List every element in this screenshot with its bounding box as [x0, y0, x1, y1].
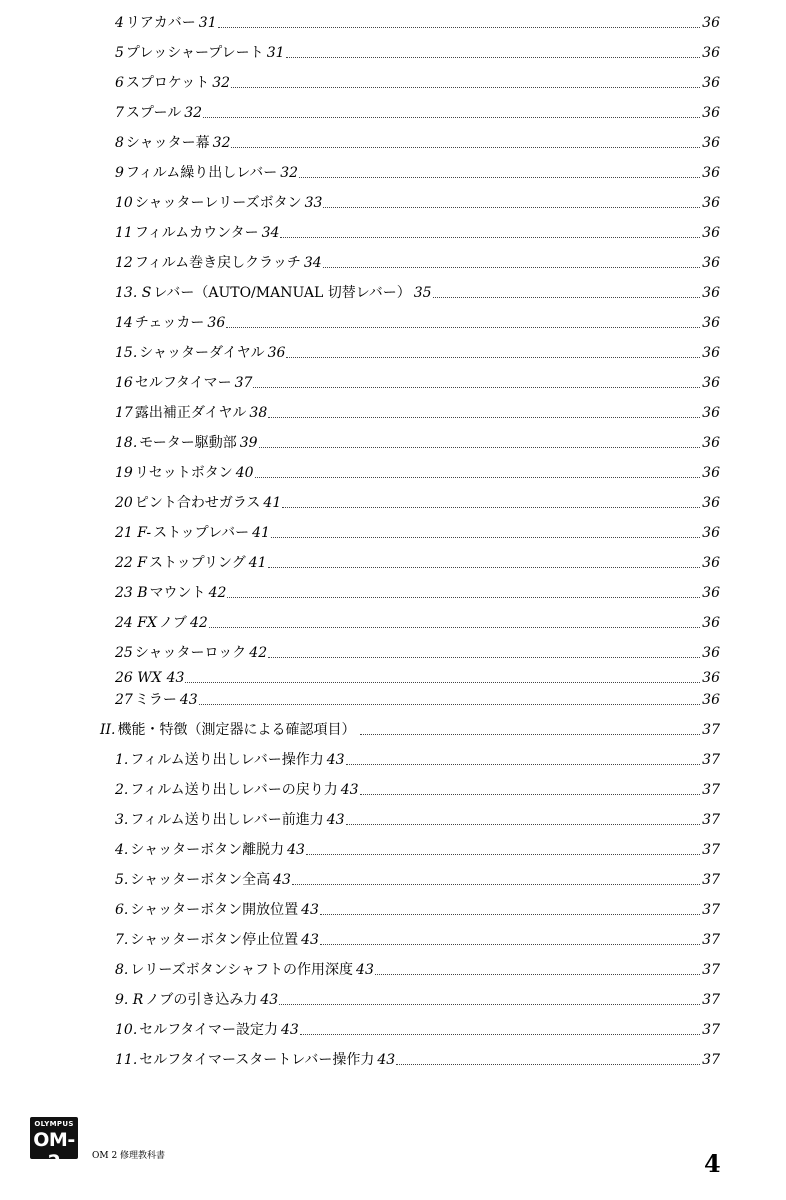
toc-entry-ref: 34: [303, 255, 322, 271]
toc-entry-label: [115, 872, 270, 888]
toc-entry-label: [115, 255, 301, 271]
toc-entry-page: 37: [702, 812, 720, 828]
toc-entry-page: 36: [702, 615, 720, 631]
toc-entry-label: [115, 992, 257, 1008]
dot-leader: [259, 447, 701, 448]
dot-leader: [268, 417, 700, 418]
toc-entry-number: 26 WX: [115, 670, 162, 686]
toc-entry-title: フィルム送り出しレバー操作力: [130, 752, 324, 768]
toc-entry-page: 36: [702, 105, 720, 121]
toc-entry-page: 36: [702, 525, 720, 541]
toc-entry-title: シャッターボタン開放位置: [130, 902, 299, 918]
toc-entry-page: 36: [702, 165, 720, 181]
toc-entry[interactable]: [0, 1046, 786, 1068]
toc-entry[interactable]: [0, 716, 786, 738]
toc-entry-number: 24 FX: [115, 615, 157, 631]
toc-entry-number: 7.: [115, 932, 129, 948]
dot-leader: [268, 657, 700, 658]
dot-leader: [360, 734, 701, 735]
toc-entry-title: レリーズボタンシャフトの作用深度: [130, 962, 354, 978]
toc-entry-label: [115, 615, 187, 631]
toc-entry-label: [115, 105, 181, 121]
toc-entry-title: シャッターボタン離脱力: [130, 842, 285, 858]
toc-entry-number: 13. S: [115, 285, 152, 301]
toc-entry[interactable]: [0, 189, 786, 211]
toc-entry-ref: 35: [413, 285, 432, 301]
toc-entry-number: 16: [115, 375, 133, 391]
toc-entry-title: ノブの引き込み力: [145, 992, 258, 1008]
toc-entry-title: ミラー: [134, 692, 177, 708]
dot-leader: [226, 327, 700, 328]
toc-entry-label: [115, 165, 277, 181]
toc-entry-title: リセットボタン: [134, 465, 233, 481]
toc-entry-ref: 38: [249, 405, 268, 421]
toc-entry-title: セルフタイマー: [134, 375, 232, 391]
toc-entry[interactable]: [0, 806, 786, 828]
toc-entry[interactable]: [0, 69, 786, 91]
toc-entry-number: 4: [115, 15, 124, 31]
toc-entry-label: [115, 555, 246, 571]
toc-entry-page: 37: [702, 782, 720, 798]
toc-entry-ref: 41: [263, 495, 282, 511]
toc-entry-label: [115, 15, 196, 31]
toc-entry-page: 36: [702, 435, 720, 451]
toc-entry-number: 5.: [115, 872, 129, 888]
toc-entry[interactable]: [0, 129, 786, 151]
toc-entry-title: ストップリング: [148, 555, 246, 571]
toc-entry-title: マウント: [149, 585, 206, 601]
toc-entry-ref: 32: [280, 165, 299, 181]
toc-entry-title: シャッターボタン全高: [130, 872, 271, 888]
toc-entry-ref: 43: [377, 1052, 396, 1068]
toc-entry-page: 36: [702, 555, 720, 571]
toc-entry[interactable]: [0, 639, 786, 661]
dot-leader: [279, 1004, 700, 1005]
toc-entry-ref: 31: [198, 15, 217, 31]
toc-entry-number: 22 F: [115, 555, 147, 571]
toc-entry-page: 36: [702, 692, 720, 708]
dot-leader: [299, 177, 700, 178]
toc-entry-number: 25: [115, 645, 133, 661]
toc-entry-label: [115, 435, 237, 451]
toc-entry-number: 8: [115, 135, 124, 151]
dot-leader: [320, 944, 700, 945]
toc-entry-number: 11.: [115, 1052, 138, 1068]
toc-entry-page: 36: [702, 495, 720, 511]
dot-leader: [227, 597, 700, 598]
toc-entry-label: [115, 375, 232, 391]
toc-entry-title: ピント合わせガラス: [134, 495, 261, 511]
dot-leader: [320, 914, 700, 915]
toc-entry-label: [115, 962, 353, 978]
toc-entry[interactable]: [0, 986, 786, 1008]
toc-entry-number: 4.: [115, 842, 129, 858]
toc-entry-label: [115, 135, 210, 151]
toc-entry-page: 36: [702, 195, 720, 211]
toc-entry-label: [115, 812, 324, 828]
toc-entry-number: 6: [115, 75, 124, 91]
toc-entry[interactable]: [0, 159, 786, 181]
toc-entry[interactable]: [0, 279, 786, 301]
toc-entry-page: 37: [702, 992, 720, 1008]
dot-leader: [231, 87, 700, 88]
toc-entry-title: フィルム送り出しレバー前進力: [130, 812, 324, 828]
toc-entry-page: 37: [702, 962, 720, 978]
toc-entry-page: 36: [702, 375, 720, 391]
toc-entry-label: [115, 670, 164, 686]
dot-leader: [375, 974, 700, 975]
toc-entry-number: 27: [115, 692, 133, 708]
toc-entry-label: [115, 692, 177, 708]
toc-entry[interactable]: [0, 339, 786, 361]
toc-entry[interactable]: [0, 549, 786, 571]
toc-entry-ref: 43: [281, 1022, 299, 1038]
dot-leader: [280, 237, 700, 238]
toc-entry-label: [115, 495, 260, 511]
toc-entry-number: 17: [115, 405, 133, 421]
toc-entry-ref: 43: [301, 932, 319, 948]
toc-entry-label: [115, 465, 233, 481]
toc-entry-label: [115, 345, 265, 361]
dot-leader: [286, 357, 700, 358]
toc-entry-label: [115, 525, 249, 541]
toc-entry[interactable]: [0, 429, 786, 451]
toc-entry-page: 36: [702, 405, 720, 421]
toc-entry-page: 37: [702, 1052, 720, 1068]
toc-entry-title: セルフタイマー設定力: [139, 1022, 279, 1038]
toc-entry-label: [115, 405, 246, 421]
dot-leader: [203, 117, 700, 118]
toc-entry-title: チェッカー: [134, 315, 205, 331]
toc-entry-label: [115, 752, 324, 768]
toc-entry-ref: 33: [304, 195, 323, 211]
toc-entry[interactable]: [0, 99, 786, 121]
toc-entry-number: 20: [115, 495, 133, 511]
toc-entry-title: セルフタイマースタートレバー操作力: [139, 1052, 375, 1068]
toc-entry-ref: 43: [287, 842, 305, 858]
dot-leader: [396, 1064, 700, 1065]
toc-entry-ref: 31: [266, 45, 285, 61]
dot-leader: [271, 537, 700, 538]
toc-entry[interactable]: [0, 686, 786, 708]
toc-entry-number: 8.: [115, 962, 129, 978]
toc-entry-number: II.: [100, 722, 116, 738]
toc-entry-page: 36: [702, 75, 720, 91]
toc-entry-number: 14: [115, 315, 133, 331]
toc-entry-label: [115, 585, 206, 601]
toc-entry-title: 露出補正ダイヤル: [134, 405, 247, 421]
toc-entry-page: 37: [702, 902, 720, 918]
toc-entry-ref: 41: [248, 555, 267, 571]
toc-entry-ref: 42: [208, 585, 227, 601]
dot-leader: [199, 704, 701, 705]
toc-entry-title: ノブ: [158, 615, 187, 631]
toc-entry-number: 15.: [115, 345, 138, 361]
dot-leader: [255, 477, 701, 478]
toc-entry-ref: 43: [166, 670, 185, 686]
toc-entry[interactable]: [0, 39, 786, 61]
footer-document-title: OM 2 修理教科書: [92, 1151, 166, 1161]
toc-entry-number: 10.: [115, 1022, 138, 1038]
toc-entry[interactable]: [0, 249, 786, 271]
toc-entry[interactable]: [0, 926, 786, 948]
toc-entry-label: [115, 75, 209, 91]
toc-entry-number: 18.: [115, 435, 138, 451]
toc-entry[interactable]: [0, 459, 786, 481]
toc-entry-label: [115, 932, 298, 948]
toc-entry[interactable]: [0, 519, 786, 541]
toc-entry-label: [100, 722, 356, 738]
toc-entry-title: フィルムカウンター: [134, 225, 259, 241]
toc-entry-number: 19: [115, 465, 133, 481]
toc-entry-number: 23 B: [115, 585, 148, 601]
toc-entry-number: 21 F-: [115, 525, 152, 541]
toc-entry[interactable]: [0, 956, 786, 978]
toc-entry-title: フィルム送り出しレバーの戻り力: [130, 782, 338, 798]
toc-entry-number: 3.: [115, 812, 129, 828]
toc-entry-label: [115, 195, 302, 211]
toc-entry-title: スプロケット: [125, 75, 210, 91]
toc-entry-ref: 41: [252, 525, 270, 541]
toc-entry-page: 36: [702, 465, 720, 481]
toc-entry-number: 12: [115, 255, 133, 271]
toc-entry-ref: 43: [356, 962, 374, 978]
dot-leader: [323, 207, 700, 208]
toc-entry-ref: 43: [273, 872, 291, 888]
toc-entry-label: [115, 285, 411, 301]
toc-entry-title: 機能・特徴（測定器による確認項目）: [117, 722, 356, 738]
toc-entry-ref: 34: [261, 225, 280, 241]
page-number: 4: [704, 1149, 721, 1178]
dot-leader: [300, 1034, 700, 1035]
toc-entry-page: 36: [702, 645, 720, 661]
toc-entry[interactable]: [0, 309, 786, 331]
toc-entry-title: シャッターボタン停止位置: [130, 932, 299, 948]
toc-entry-label: [115, 645, 246, 661]
toc-entry-ref: 36: [207, 315, 226, 331]
toc-entry-page: 37: [702, 1022, 720, 1038]
dot-leader: [286, 57, 701, 58]
toc-entry[interactable]: [0, 219, 786, 241]
toc-entry-page: 36: [702, 135, 720, 151]
toc-entry-number: 1.: [115, 752, 129, 768]
toc-entry[interactable]: [0, 836, 786, 858]
toc-entry-page: 36: [702, 15, 720, 31]
toc-entry-title: シャッターダイヤル: [139, 345, 265, 361]
toc-entry-ref: 43: [260, 992, 279, 1008]
toc-entry-ref: 43: [340, 782, 359, 798]
dot-leader: [218, 27, 701, 28]
toc-entry[interactable]: [0, 609, 786, 631]
logo-model-text: OM-2: [33, 1129, 75, 1173]
dot-leader: [306, 854, 700, 855]
toc-entry[interactable]: [0, 1016, 786, 1038]
dot-leader: [323, 267, 700, 268]
toc-entry-page: 36: [702, 345, 720, 361]
dot-leader: [292, 884, 700, 885]
toc-entry[interactable]: [0, 489, 786, 511]
toc-entry-ref: 32: [212, 75, 231, 91]
toc-entry-label: [115, 902, 298, 918]
dot-leader: [185, 682, 700, 683]
toc-entry-number: 6.: [115, 902, 129, 918]
toc-entry[interactable]: [0, 866, 786, 888]
toc-entry-title: シャッターレリーズボタン: [134, 195, 302, 211]
toc-entry[interactable]: [0, 9, 786, 31]
dot-leader: [360, 794, 701, 795]
toc-entry-ref: 32: [212, 135, 231, 151]
toc-entry-label: [115, 782, 338, 798]
toc-entry-ref: 40: [235, 465, 254, 481]
dot-leader: [433, 297, 701, 298]
toc-entry[interactable]: [0, 369, 786, 391]
toc-entry-page: 36: [702, 225, 720, 241]
toc-entry-title: モーター駆動部: [139, 435, 237, 451]
toc-entry-title: プレッシャープレート: [125, 45, 264, 61]
toc-entry-title: レバー（AUTO/MANUAL 切替レバー）: [153, 285, 411, 301]
toc-entry-ref: 36: [267, 345, 286, 361]
toc-entry-title: シャッターロック: [134, 645, 247, 661]
toc-entry-ref: 37: [234, 375, 253, 391]
toc-entry-label: [115, 315, 204, 331]
toc-entry-ref: 32: [184, 105, 203, 121]
toc-entry-title: フィルム巻き戻しクラッチ: [134, 255, 301, 271]
toc-entry-title: フィルム繰り出しレバー: [125, 165, 278, 181]
toc-entry-page: 36: [702, 585, 720, 601]
toc-entry-page: 37: [702, 932, 720, 948]
toc-entry-label: [115, 842, 284, 858]
toc-entry-page: 36: [702, 45, 720, 61]
toc-entry[interactable]: [0, 664, 786, 686]
toc-entry-ref: 39: [239, 435, 258, 451]
toc-entry-page: 37: [702, 722, 720, 738]
toc-entry-page: 37: [702, 872, 720, 888]
toc-entry-page: 36: [702, 285, 720, 301]
toc-entry-ref: 42: [249, 645, 268, 661]
toc-entry[interactable]: [0, 896, 786, 918]
toc-entry-ref: 43: [326, 752, 345, 768]
toc-entry-number: 9: [115, 165, 124, 181]
toc-entry-number: 2.: [115, 782, 129, 798]
toc-entry[interactable]: [0, 776, 786, 798]
toc-entry[interactable]: [0, 579, 786, 601]
toc-entry-label: [115, 1052, 374, 1068]
toc-entry-ref: 42: [189, 615, 208, 631]
dot-leader: [253, 387, 700, 388]
logo-brand-text: OLYMPUS: [34, 1120, 74, 1128]
toc-entry-number: 9. R: [115, 992, 144, 1008]
toc-entry-number: 7: [115, 105, 124, 121]
dot-leader: [209, 627, 700, 628]
toc-entry-ref: 43: [326, 812, 345, 828]
toc-entry-title: リアカバー: [125, 15, 196, 31]
toc-entry-label: [115, 225, 259, 241]
toc-entry-page: 36: [702, 670, 720, 686]
dot-leader: [346, 824, 701, 825]
toc-entry-ref: 43: [179, 692, 198, 708]
toc-entry[interactable]: [0, 746, 786, 768]
toc-entry-number: 10: [115, 195, 133, 211]
toc-entry-label: [115, 45, 264, 61]
toc-entry-title: ストップレバー: [153, 525, 250, 541]
dot-leader: [268, 567, 701, 568]
olympus-om2-logo: [30, 1117, 78, 1173]
toc-entry[interactable]: [0, 399, 786, 421]
toc-entry-title: シャッター幕: [125, 135, 210, 151]
toc-entry-label: [115, 1022, 278, 1038]
toc-entry-number: 11: [115, 225, 133, 241]
toc-entry-title: スプール: [125, 105, 182, 121]
dot-leader: [282, 507, 700, 508]
toc-entry-number: 5: [115, 45, 124, 61]
dot-leader: [231, 147, 700, 148]
toc-entry-page: 36: [702, 315, 720, 331]
dot-leader: [346, 764, 701, 765]
toc-entry-page: 37: [702, 842, 720, 858]
toc-entry-ref: 43: [301, 902, 319, 918]
toc-entry-page: 36: [702, 255, 720, 271]
toc-entry-page: 37: [702, 752, 720, 768]
